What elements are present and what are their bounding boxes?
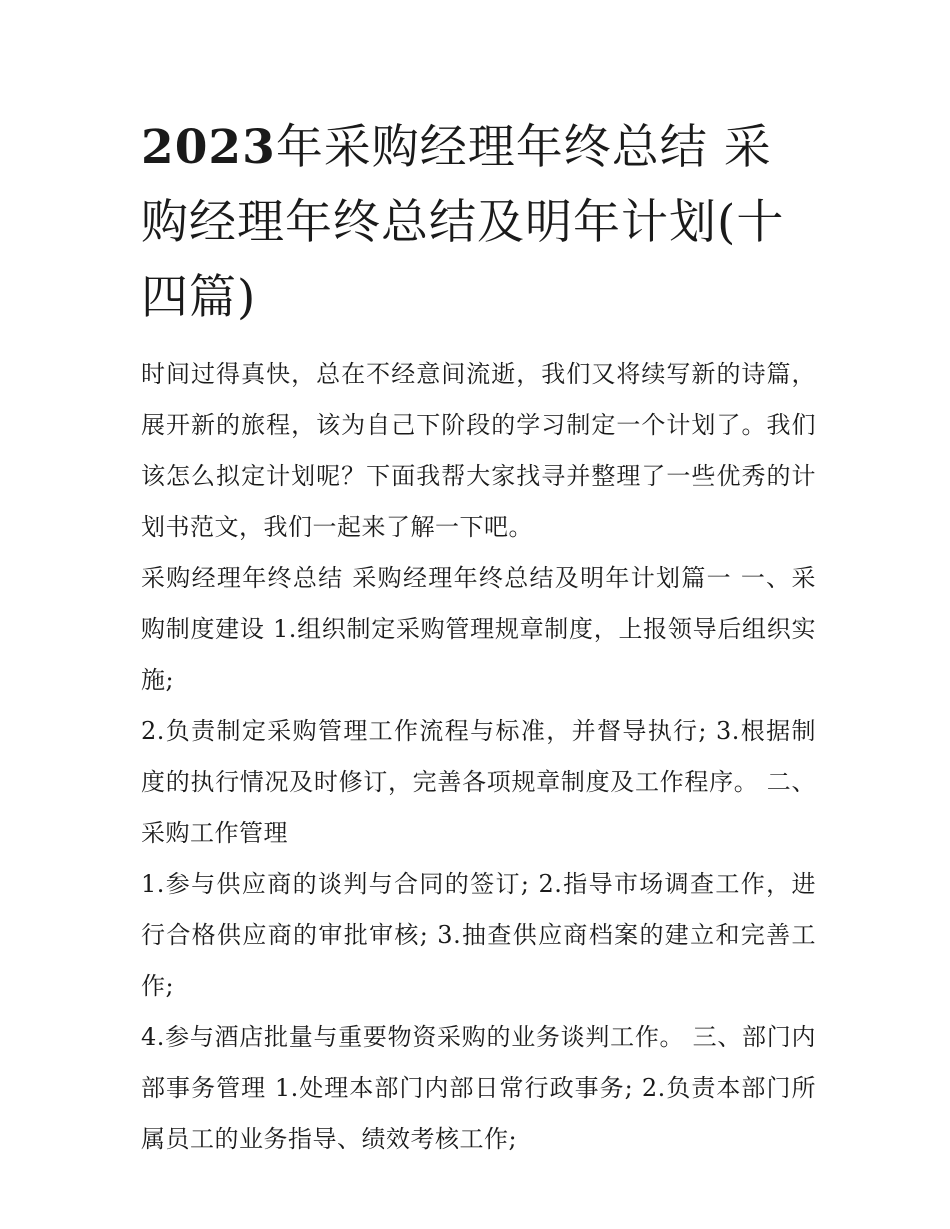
document-title-text: 年采购经理年终总结 采购经理年终总结及明年计划(十四篇) [141,120,785,325]
paragraph-section-one: 采购经理年终总结 采购经理年终总结及明年计划篇一 一、采购制度建设 1.组织制定采购管理规章制度，上报领导后组织实施; [141,564,816,694]
paragraph-purchasing-work: 1.参与供应商的谈判与合同的签订; 2.指导市场调查工作，进行合格供应商的审批审核; 3.抽查供应商档案的建立和完善工作; [141,870,816,1000]
document-page [141,110,816,1165]
document-title [141,110,816,335]
document-title-year: 2023 [141,120,276,175]
paragraph-item-two: 2.负责制定采购管理工作流程与标准，并督导执行; 3.根据制度的执行情况及时修订，完善各项规章制度及工作程序。 二、采购工作管理 [141,717,816,847]
paragraph-intro: 时间过得真快，总在不经意间流逝，我们又将续写新的诗篇，展开新的旅程，该为自己下阶段的学习制定一个计划了。我们该怎么拟定计划呢？下面我帮大家找寻并整理了一些优秀的计划书范文，我们一起来了解一下吧。 [141,360,816,541]
paragraph-internal-affairs: 4.参与酒店批量与重要物资采购的业务谈判工作。 三、部门内部事务管理 1.处理本部门内部日常行政事务; 2.负责本部门所属员工的业务指导、绩效考核工作; [141,1023,816,1153]
document-body [141,349,816,1165]
